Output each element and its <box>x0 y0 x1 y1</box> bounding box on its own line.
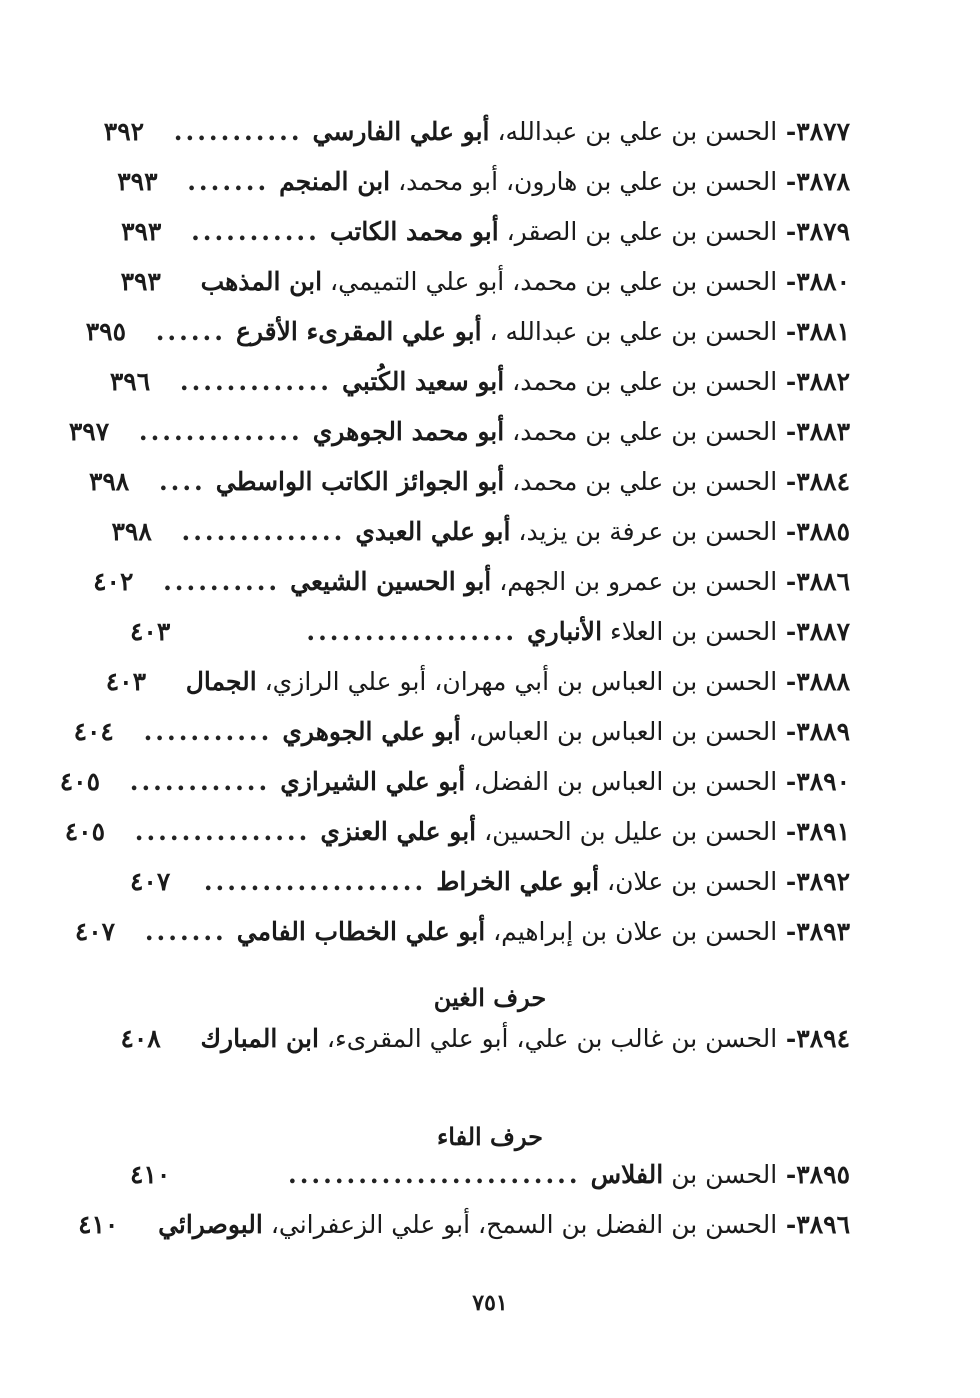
entry-name: الحسن بن العلاء <box>609 617 778 646</box>
entry-epithet: الجمال <box>185 667 257 696</box>
entry-text: ٣٨٨٥- الحسن بن عرفة بن يزيد، أبو علي العبدي <box>355 517 850 546</box>
entry-page-number: ٤٠٥ <box>64 817 106 846</box>
index-list <box>59 107 850 957</box>
index-entry <box>59 757 850 807</box>
entry-name: الحسن بن عرفة بن يزيد، <box>518 517 778 546</box>
index-entry <box>73 707 850 757</box>
entry-text: ٣٨٧٩- الحسن بن علي بن الصقر، أبو محمد الكاتب <box>329 217 850 246</box>
entry-page-number: ٤١٠ <box>130 1160 171 1189</box>
entry-epithet: أبو علي الشيرازي <box>280 767 466 796</box>
index-list-ghain <box>120 1014 850 1064</box>
section-heading-ghain: حرف الغين <box>433 983 547 1012</box>
entry-number: ٣٨٩١ <box>796 817 850 846</box>
entry-name: الحسن بن علي بن محمد، <box>512 467 778 496</box>
entry-name: الحسن بن عمرو بن الجهم، <box>499 567 778 596</box>
entry-page-number: ٤٠٢ <box>93 567 134 596</box>
index-entry <box>103 107 850 157</box>
entry-number: ٣٨٨٦ <box>796 567 850 596</box>
index-entry <box>130 857 850 907</box>
entry-number: ٣٨٨١ <box>796 317 850 346</box>
entry-number: ٣٨٧٩ <box>796 217 850 246</box>
entry-name: الحسن بن علان، <box>607 867 778 896</box>
entry-name: الحسن بن العباس بن الفضل، <box>473 767 778 796</box>
entry-number: ٣٨٨٣ <box>796 417 850 446</box>
index-entry <box>130 607 850 657</box>
entry-page-number: ٤٠٣ <box>105 667 147 696</box>
index-entry <box>130 1150 850 1200</box>
leader-dots: .............. <box>181 517 346 546</box>
entry-name: الحسن بن العباس بن العباس، <box>468 717 778 746</box>
entry-epithet: أبو الحسين الشيعي <box>290 567 492 596</box>
entry-number: ٣٨٨٠ <box>796 267 850 296</box>
entry-page-number: ٣٩٥ <box>85 317 127 346</box>
index-entry <box>74 907 850 957</box>
index-entry <box>121 207 850 257</box>
entry-page-number: ٤٠٤ <box>73 717 114 746</box>
entry-number: ٣٨٧٨ <box>796 167 850 196</box>
entry-page-number: ٤٠٨ <box>120 1024 161 1053</box>
leader-dots: ....... <box>144 917 227 946</box>
entry-epithet: أبو علي الخراط <box>436 867 600 896</box>
leader-dots: ........... <box>173 117 303 146</box>
entry-name: الحسن بن العباس بن أبي مهران، أبو علي الرازي، <box>264 667 778 696</box>
leader-dots: ................... <box>203 867 427 896</box>
entry-text: ٣٨٩٣- الحسن بن علان بن إبراهيم، أبو علي الخطاب الفامي <box>236 917 850 946</box>
entry-page-number: ٤٠٣ <box>130 617 171 646</box>
index-entry <box>120 1014 850 1064</box>
leader-dots: ......................... <box>288 1160 581 1189</box>
entry-epithet: أبو الجوائز الكاتب الواسطي <box>215 467 505 496</box>
leader-dots: ............... <box>134 817 311 846</box>
entry-name: الحسن بن علي بن محمد، أبو علي التميمي، <box>330 267 778 296</box>
entry-number: ٣٨٨٢ <box>796 367 850 396</box>
entry-text: ٣٨٧٨- الحسن بن علي بن هارون، أبو محمد، ابن المنجم <box>279 167 850 196</box>
entry-text: ٣٨٩٥- الحسن بن الفلاس <box>590 1160 850 1189</box>
entry-text: ٣٨٧٧- الحسن بن علي بن عبدالله، أبو علي الفارسي <box>312 117 850 146</box>
entry-text: ٣٨٩٦- الحسن بن الفضل بن السمح، أبو علي الزعفراني، البوصرائي <box>158 1210 850 1239</box>
entry-number: ٣٨٩٥ <box>796 1160 850 1189</box>
entry-epithet: الأنباري <box>527 617 603 646</box>
entry-name: الحسن بن عليل بن الحسين، <box>484 817 778 846</box>
index-entry <box>111 507 850 557</box>
index-entry <box>109 357 850 407</box>
entry-number: ٣٨٩٠ <box>796 767 850 796</box>
page-number: ٧٥١ <box>472 1290 508 1316</box>
entry-name: الحسن بن علي بن عبدالله ، <box>489 317 778 346</box>
leader-dots: .............. <box>138 417 303 446</box>
leader-dots: ....... <box>187 167 270 196</box>
entry-name: الحسن بن علي بن عبدالله، <box>497 117 778 146</box>
entry-page-number: ٤٠٧ <box>130 867 171 896</box>
entry-epithet: ابن المبارك <box>200 1024 319 1053</box>
index-entry <box>64 807 850 857</box>
entry-name: الحسن بن <box>671 1160 778 1189</box>
entry-page-number: ٣٩٦ <box>109 367 151 396</box>
entry-number: ٣٨٩٤ <box>796 1024 850 1053</box>
leader-dots: ............ <box>129 767 271 796</box>
entry-page-number: ٤٠٧ <box>74 917 116 946</box>
entry-epithet: ابن المذهب <box>200 267 323 296</box>
entry-name: الحسن بن علي بن محمد، <box>512 367 778 396</box>
leader-dots: .... <box>158 467 206 496</box>
entry-text: ٣٨٩٢- الحسن بن علان، أبو علي الخراط <box>436 867 850 896</box>
entry-epithet: أبو علي الجوهري <box>282 717 461 746</box>
entry-text: ٣٨٨٣- الحسن بن علي بن محمد، أبو محمد الجوهري <box>312 417 850 446</box>
entry-epithet: ابن المنجم <box>279 167 391 196</box>
leader-dots: ............. <box>179 367 333 396</box>
section-heading-fa: حرف الفاء <box>436 1122 544 1151</box>
index-entry <box>68 407 850 457</box>
entry-text: ٣٨٨٩- الحسن بن العباس بن العباس، أبو علي الجوهري <box>282 717 850 746</box>
entry-name: الحسن بن علي بن محمد، <box>512 417 778 446</box>
entry-page-number: ٣٩٧ <box>68 417 110 446</box>
entry-name: الحسن بن الفضل بن السمح، أبو علي الزعفراني، <box>270 1210 778 1239</box>
entry-text: ٣٨٩٠- الحسن بن العباس بن الفضل، أبو علي الشيرازي <box>280 767 850 796</box>
entry-number: ٣٨٨٥ <box>796 517 850 546</box>
leader-dots: ...... <box>155 317 226 346</box>
index-entry <box>117 157 850 207</box>
entry-name: الحسن بن علان بن إبراهيم، <box>493 917 778 946</box>
entry-name: الحسن بن علي بن هارون، أبو محمد، <box>398 167 778 196</box>
entry-page-number: ٣٩٨ <box>88 467 130 496</box>
entry-epithet: البوصرائي <box>158 1210 263 1239</box>
index-entry <box>78 1200 850 1250</box>
entry-epithet: أبو علي المقرىء الأقرع <box>235 317 482 346</box>
entry-epithet: أبو محمد الكاتب <box>329 217 499 246</box>
entry-epithet: الفلاس <box>590 1160 664 1189</box>
entry-epithet: أبو علي الفارسي <box>312 117 490 146</box>
entry-epithet: أبو سعيد الكُتبي <box>342 367 505 396</box>
entry-text: ٣٨٨٨- الحسن بن العباس بن أبي مهران، أبو علي الرازي، الجمال <box>185 667 850 696</box>
entry-number: ٣٨٨٧ <box>796 617 850 646</box>
entry-page-number: ٣٩٢ <box>103 117 145 146</box>
leader-dots: ........... <box>191 217 320 246</box>
leader-dots: .................. <box>306 617 518 646</box>
entry-number: ٣٨٩٢ <box>796 867 850 896</box>
entry-epithet: أبو محمد الجوهري <box>312 417 505 446</box>
leader-dots: .......... <box>163 567 281 596</box>
entry-name: الحسن بن علي بن الصقر، <box>506 217 778 246</box>
entry-number: ٣٨٨٩ <box>796 717 850 746</box>
index-entry <box>105 657 850 707</box>
entry-page-number: ٣٩٣ <box>117 167 158 196</box>
entry-epithet: أبو علي العنزي <box>320 817 477 846</box>
entry-number: ٣٨٧٧ <box>796 117 850 146</box>
entry-epithet: أبو علي الخطاب الفامي <box>236 917 486 946</box>
entry-text: ٣٨٨٢- الحسن بن علي بن محمد، أبو سعيد الكُتبي <box>342 367 850 396</box>
entry-text: ٣٨٨٦- الحسن بن عمرو بن الجهم، أبو الحسين الشيعي <box>290 567 850 596</box>
entry-text: ٣٨٨٤- الحسن بن علي بن محمد، أبو الجوائز الكاتب الواسطي <box>215 467 850 496</box>
entry-page-number: ٣٩٣ <box>120 267 161 296</box>
entry-epithet: أبو علي العبدي <box>355 517 511 546</box>
entry-text: ٣٨٩١- الحسن بن عليل بن الحسين، أبو علي العنزي <box>320 817 850 846</box>
index-entry <box>88 457 850 507</box>
index-entry <box>93 557 850 607</box>
entry-text: ٣٨٨٧- الحسن بن العلاء الأنباري <box>527 617 850 646</box>
entry-number: ٣٨٩٣ <box>796 917 850 946</box>
entry-text: ٣٨٨١- الحسن بن علي بن عبدالله ، أبو علي المقرىء الأقرع <box>235 317 850 346</box>
entry-text: ٣٨٨٠- الحسن بن علي بن محمد، أبو علي التميمي، ابن المذهب <box>200 267 850 296</box>
entry-number: ٣٨٩٦ <box>796 1210 850 1239</box>
leader-dots: ........... <box>143 717 273 746</box>
entry-text: ٣٨٩٤- الحسن بن غالب بن علي، أبو علي المقرىء، ابن المبارك <box>200 1024 850 1053</box>
entry-number: ٣٨٨٨ <box>796 667 850 696</box>
entry-page-number: ٤١٠ <box>78 1210 119 1239</box>
entry-number: ٣٨٨٤ <box>796 467 850 496</box>
index-entry <box>120 257 850 307</box>
entry-page-number: ٤٠٥ <box>59 767 101 796</box>
index-list-fa <box>78 1150 850 1250</box>
entry-name: الحسن بن غالب بن علي، أبو علي المقرىء، <box>326 1024 778 1053</box>
index-entry <box>85 307 850 357</box>
entry-page-number: ٣٩٣ <box>121 217 162 246</box>
entry-page-number: ٣٩٨ <box>111 517 152 546</box>
